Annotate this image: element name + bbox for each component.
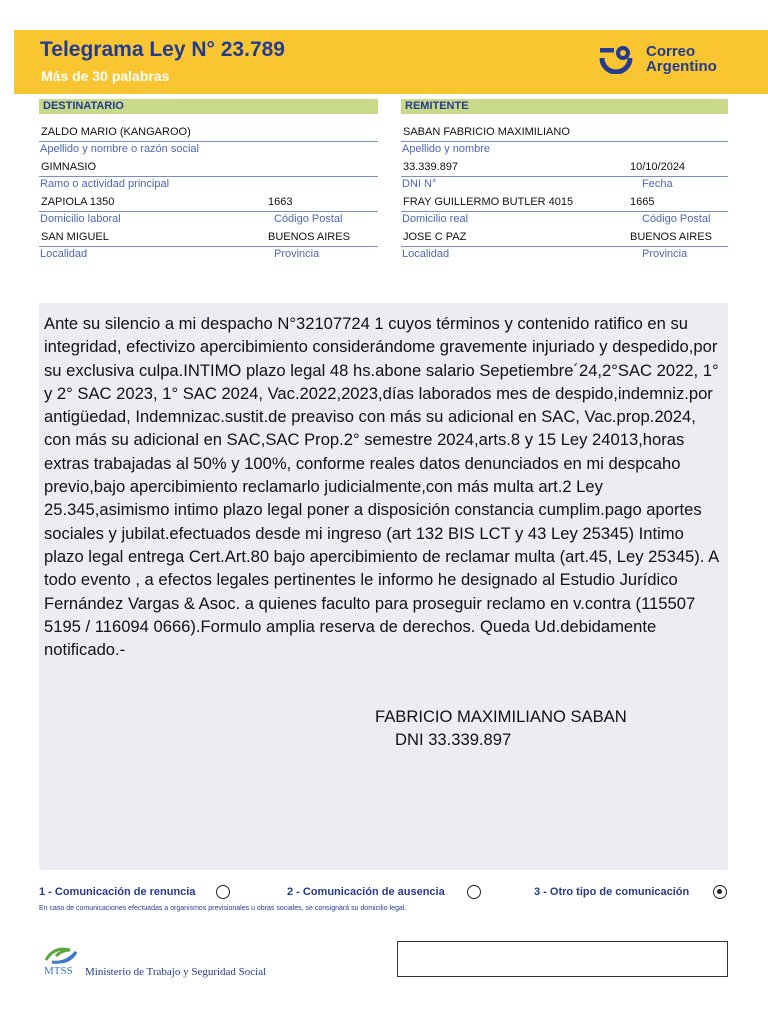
divider bbox=[39, 176, 378, 177]
remitente-localidad: JOSE C PAZ bbox=[403, 231, 467, 243]
destinatario-domicilio: ZAPIOLA 1350 bbox=[41, 196, 115, 208]
remitente-provincia-label: Provincia bbox=[642, 248, 688, 260]
destinatario-cp: 1663 bbox=[268, 196, 293, 208]
signature-name: FABRICIO MAXIMILIANO SABAN bbox=[375, 707, 627, 726]
divider bbox=[401, 141, 728, 142]
brand-line-1: Correo bbox=[646, 43, 696, 60]
divider bbox=[401, 176, 728, 177]
header-band bbox=[0, 30, 768, 94]
destinatario-localidad-label: Localidad bbox=[40, 248, 88, 260]
divider bbox=[39, 246, 378, 247]
remitente-nombre-label: Apellido y nombre bbox=[402, 143, 491, 155]
form-subtitle: Más de 30 palabras bbox=[41, 68, 170, 84]
correo-argentino-logo bbox=[598, 42, 738, 82]
destinatario-actividad-label: Ramo o actividad principal bbox=[40, 178, 170, 190]
remitente-nombre: SABAN FABRICIO MAXIMILIANO bbox=[403, 126, 570, 138]
remitente-domicilio-label: Domicilio real bbox=[402, 213, 469, 225]
legal-note: En caso de comunicaciones efectuadas a organismos previsionales u obras sociales, se consignará su domicilio legal. bbox=[39, 905, 407, 912]
remitente-dni-label: DNI N° bbox=[402, 178, 437, 190]
remitente-localidad-label: Localidad bbox=[402, 248, 450, 260]
divider bbox=[39, 211, 378, 212]
remitente-provincia: BUENOS AIRES bbox=[630, 231, 712, 243]
message-body: Ante su silencio a mi despacho N°32107724 1 cuyos términos y contenido ratifico en su integridad, efectivizo apercibimiento considerándome gravemente injuriado y despedido,por su exclusiva culpa.INTIMO plazo legal 48 hs.abone salario Sepetiembre´24,2°SAC 2022, 1° y 2° SAC 2023, 1° SAC 2024, Vac.2022,2023,días laborados mes de despido,indemniz.por antigüedad, Indemnizac.sustit.de preaviso con más su adicional en SAC, Vac.prop.2024, con más su adicional en SAC,SAC Prop.2° semestre 2024,arts.8 y 15 Ley 24013,horas extras trabajadas al 50% y 100%, conforme reales datos denunciados en mi despcaho previo,bajo apercibimiento reclamarlo judicialmente,con más multa art.2 Ley 25.345,asimismo intimo plazo legal poner a disposición constancia cumplim.pago aportes sociales y jubilat.efectuados desde mi ingreso (art 132 BIS LCT y 43 Ley 25345) Intimo plazo legal entrega Cert.Art.80 bajo apercibimiento de reclamar multa (art.45, Ley 25345). A todo evento , a efectos legales pertinentes le informo he designado al Estudio Jurídico Fernández Vargas & Asoc. a quienes faculto para proseguir reclamo en v.contra (115507 5195 / 116094 0666).Formulo amplia reserva de derechos. Queda Ud.debidamente notificado.- bbox=[44, 314, 719, 660]
remitente-cp-label: Código Postal bbox=[642, 213, 711, 225]
remitente-heading: REMITENTE bbox=[401, 99, 728, 114]
destinatario-nombre: ZALDO MARIO (KANGAROO) bbox=[41, 126, 191, 138]
remitente-domicilio: FRAY GUILLERMO BUTLER 4015 bbox=[403, 196, 574, 208]
mtss-acronym: MTSS bbox=[44, 965, 73, 977]
header-left-margin bbox=[0, 30, 14, 94]
radio-selected-dot bbox=[717, 889, 722, 894]
option-renuncia-label: 1 - Comunicación de renuncia bbox=[39, 886, 196, 898]
remitente-fecha: 10/10/2024 bbox=[630, 161, 686, 173]
destinatario-nombre-label: Apellido y nombre o razón social bbox=[40, 143, 199, 155]
ministry-name: Ministerio de Trabajo y Seguridad Social bbox=[85, 966, 267, 978]
stamp-box bbox=[397, 941, 728, 977]
destinatario-localidad: SAN MIGUEL bbox=[41, 231, 109, 243]
option-ausencia-label: 2 - Comunicación de ausencia bbox=[287, 886, 445, 898]
divider bbox=[401, 246, 728, 247]
option-otro-label: 3 - Otro tipo de comunicación bbox=[534, 886, 690, 898]
divider bbox=[39, 141, 378, 142]
remitente-cp: 1665 bbox=[630, 196, 655, 208]
brand-line-2: Argentino bbox=[646, 58, 717, 75]
radio-ausencia[interactable] bbox=[467, 885, 481, 899]
destinatario-domicilio-label: Domicilio laboral bbox=[40, 213, 121, 225]
radio-otro-selected[interactable] bbox=[713, 885, 727, 899]
destinatario-cp-label: Código Postal bbox=[274, 213, 343, 225]
destinatario-provincia: BUENOS AIRES bbox=[268, 231, 350, 243]
form-title: Telegrama Ley N° 23.789 bbox=[40, 38, 285, 61]
signature-dni: DNI 33.339.897 bbox=[395, 730, 512, 749]
radio-renuncia[interactable] bbox=[216, 885, 230, 899]
correo-logo-icon bbox=[598, 42, 642, 74]
destinatario-actividad: GIMNASIO bbox=[41, 161, 97, 173]
destinatario-heading: DESTINATARIO bbox=[39, 99, 378, 114]
mtss-swirl-icon bbox=[40, 944, 90, 966]
remitente-dni: 33.339.897 bbox=[403, 161, 459, 173]
message-box bbox=[39, 303, 728, 870]
divider bbox=[401, 211, 728, 212]
brand-name bbox=[646, 44, 717, 74]
destinatario-provincia-label: Provincia bbox=[274, 248, 320, 260]
remitente-fecha-label: Fecha bbox=[642, 178, 673, 190]
